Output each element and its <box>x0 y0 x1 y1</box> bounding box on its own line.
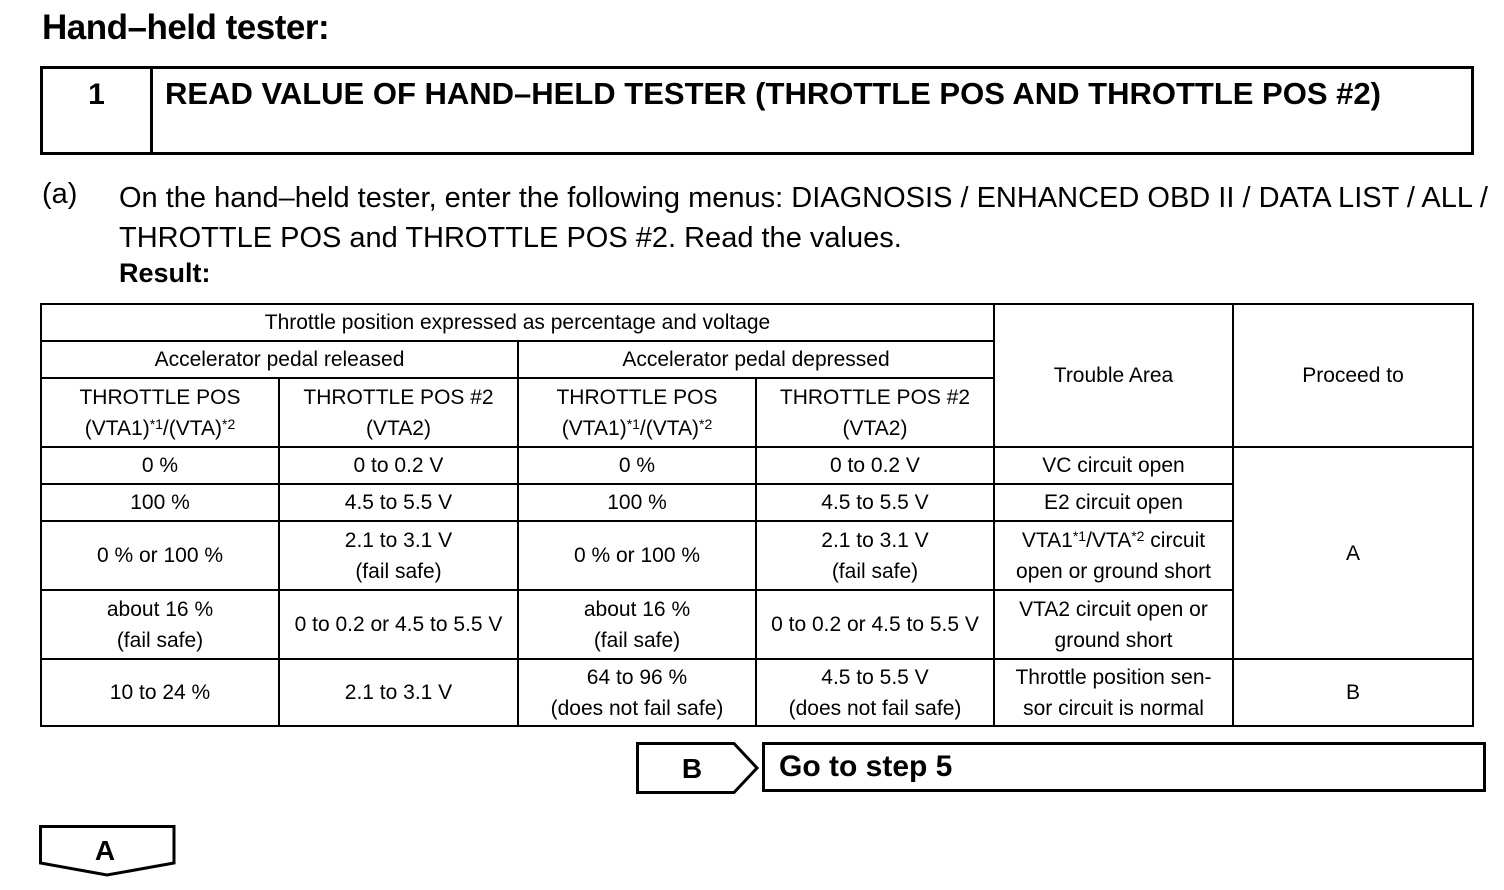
step-title: READ VALUE OF HAND–HELD TESTER (THROTTLE POS AND THROTTLE POS #2) <box>165 76 1381 111</box>
branch-a-label: A <box>94 835 116 866</box>
group-header: Throttle position expressed as percentage and voltage <box>41 304 994 341</box>
instruction-label: (a) <box>42 178 78 210</box>
trouble-area-header: Trouble Area <box>994 304 1233 447</box>
table-row: 0 % or 100 % 2.1 to 3.1 V (fail safe) 0 % or 100 % 2.1 to 3.1 V (fail safe) VTA1$^{*1}$/VTA$^{*2}$ circuit open or ground short <box>41 521 1473 590</box>
instruction-text: On the hand–held tester, enter the following menus: DIAGNOSIS / ENHANCED OBD II / DATA LIST / ALL / THROTTLE POS and THROTTLE POS #2. Read the values. <box>119 182 1488 254</box>
table-row: 10 to 24 % 2.1 to 3.1 V 64 to 96 % (does not fail safe) 4.5 to 5.5 V (does not fail safe) Throttle position sen- sor circuit is normal B <box>41 659 1473 726</box>
depressed-header: Accelerator pedal depressed <box>518 341 994 378</box>
proceed-a-cell: A <box>1233 447 1473 659</box>
go-to-step-5: Go to step 5 <box>762 742 1486 792</box>
page-heading: Hand–held tester: <box>42 8 330 47</box>
branch-a-arrow-icon <box>39 825 177 877</box>
col-throttle-pos2-depressed: THROTTLE POS #2 (VTA2) <box>756 378 994 447</box>
col-throttle-pos-depressed: THROTTLE POS $(VTA1)^{*1}/(VTA)^{*2}$ <box>518 378 756 447</box>
table-row: 0 % 0 to 0.2 V 0 % 0 to 0.2 V VC circuit open A <box>41 447 1473 484</box>
branch-b-arrow-icon <box>636 742 760 794</box>
col-throttle-pos-released: THROTTLE POS $(VTA1)^{*1}/(VTA)^{*2}$ <box>41 378 279 447</box>
table-row: 100 % 4.5 to 5.5 V 100 % 4.5 to 5.5 V E2 circuit open <box>41 484 1473 521</box>
proceed-b-cell: B <box>1233 659 1473 726</box>
step-number: 1 <box>43 69 153 152</box>
proceed-to-header: Proceed to <box>1233 304 1473 447</box>
table-row: about 16 % (fail safe) 0 to 0.2 or 4.5 to 5.5 V about 16 % (fail safe) 0 to 0.2 or 4.5 to 5.5 V VTA2 circuit open or ground short <box>41 590 1473 659</box>
released-header: Accelerator pedal released <box>41 341 518 378</box>
branch-b-label: B <box>681 753 703 784</box>
result-label: Result: <box>119 258 211 288</box>
step-header <box>40 66 1474 155</box>
col-throttle-pos2-released: THROTTLE POS #2 (VTA2) <box>279 378 518 447</box>
result-table <box>40 303 1474 727</box>
